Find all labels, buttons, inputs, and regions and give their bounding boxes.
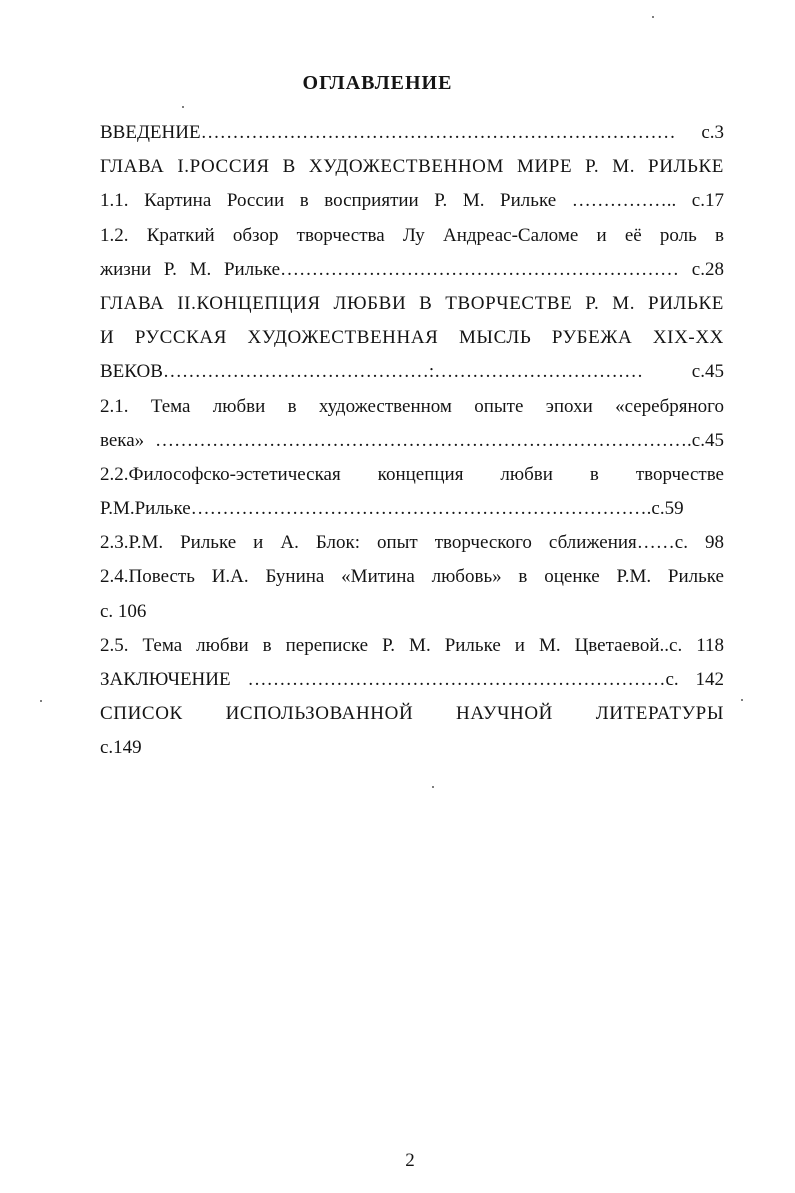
scan-speck xyxy=(741,699,743,701)
toc-entry-2-1-line-1: 2.1. Тема любви в художественном опыте эпохи «серебряного xyxy=(100,395,724,417)
toc-chapter-2-title-line-1: ГЛАВА II.КОНЦЕПЦИЯ ЛЮБВИ В ТВОРЧЕСТВЕ Р. М. РИЛЬКЕ xyxy=(100,292,724,314)
toc-entry-2-4-line-1: 2.4.Повесть И.А. Бунина «Митина любовь» в оценке Р.М. Рильке xyxy=(100,566,724,588)
page-number: 2 xyxy=(405,1150,415,1171)
toc-entry-introduction: ВВЕДЕНИЕ………………………………………………………………… с.3 xyxy=(100,122,724,143)
toc-entry-2-4-line-2: с. 106 xyxy=(100,600,147,622)
toc-entry-bibliography-line-1: СПИСОК ИСПОЛЬЗОВАННОЙ НАУЧНОЙ ЛИТЕРАТУРЫ xyxy=(100,703,724,725)
toc-entry-bibliography-line-2: с.149 xyxy=(100,737,142,759)
toc-chapter-2-title-line-3: ВЕКОВ……………………………………:…………………………… с.45 xyxy=(100,361,724,383)
toc-chapter-2-title-line-2: И РУССКАЯ ХУДОЖЕСТВЕННАЯ МЫСЛЬ РУБЕЖА XIX-XX xyxy=(100,327,724,349)
toc-entry-2-2-line-1: 2.2.Философско-эстетическая концепция любви в творчестве xyxy=(100,463,724,485)
toc-entry-2-3: 2.3.Р.М. Рильке и А. Блок: опыт творческого сближения……с. 98 xyxy=(100,532,724,554)
scan-speck xyxy=(40,700,42,702)
toc-entry-1-1: 1.1. Картина России в восприятии Р. М. Рильке …………….. с.17 xyxy=(100,190,724,212)
scan-speck xyxy=(432,786,434,788)
toc-entry-2-1-line-2: века» ………………………………………………………………………….с.45 xyxy=(100,429,724,451)
toc-entry-2-2-line-2: Р.М.Рильке……………………………………………………………….с.59 xyxy=(100,498,684,520)
table-of-contents xyxy=(100,116,724,766)
toc-entry-2-5: 2.5. Тема любви в переписке Р. М. Рильке и М. Цветаевой..с. 118 xyxy=(100,634,724,656)
toc-chapter-1-title: ГЛАВА I.РОССИЯ В ХУДОЖЕСТВЕННОМ МИРЕ Р. М. РИЛЬКЕ xyxy=(100,156,724,178)
page-title: ОГЛАВЛЕНИЕ xyxy=(302,72,453,94)
scan-speck xyxy=(182,106,184,108)
toc-entry-1-2-line-2: жизни Р. М. Рильке……………………………………………………… с.28 xyxy=(100,258,724,280)
toc-entry-1-2-line-1: 1.2. Краткий обзор творчества Лу Андреас-Саломе и её роль в xyxy=(100,224,724,246)
scan-speck xyxy=(652,16,654,18)
toc-entry-conclusion: ЗАКЛЮЧЕНИЕ …………………………………………………………с. 142 xyxy=(100,669,724,690)
